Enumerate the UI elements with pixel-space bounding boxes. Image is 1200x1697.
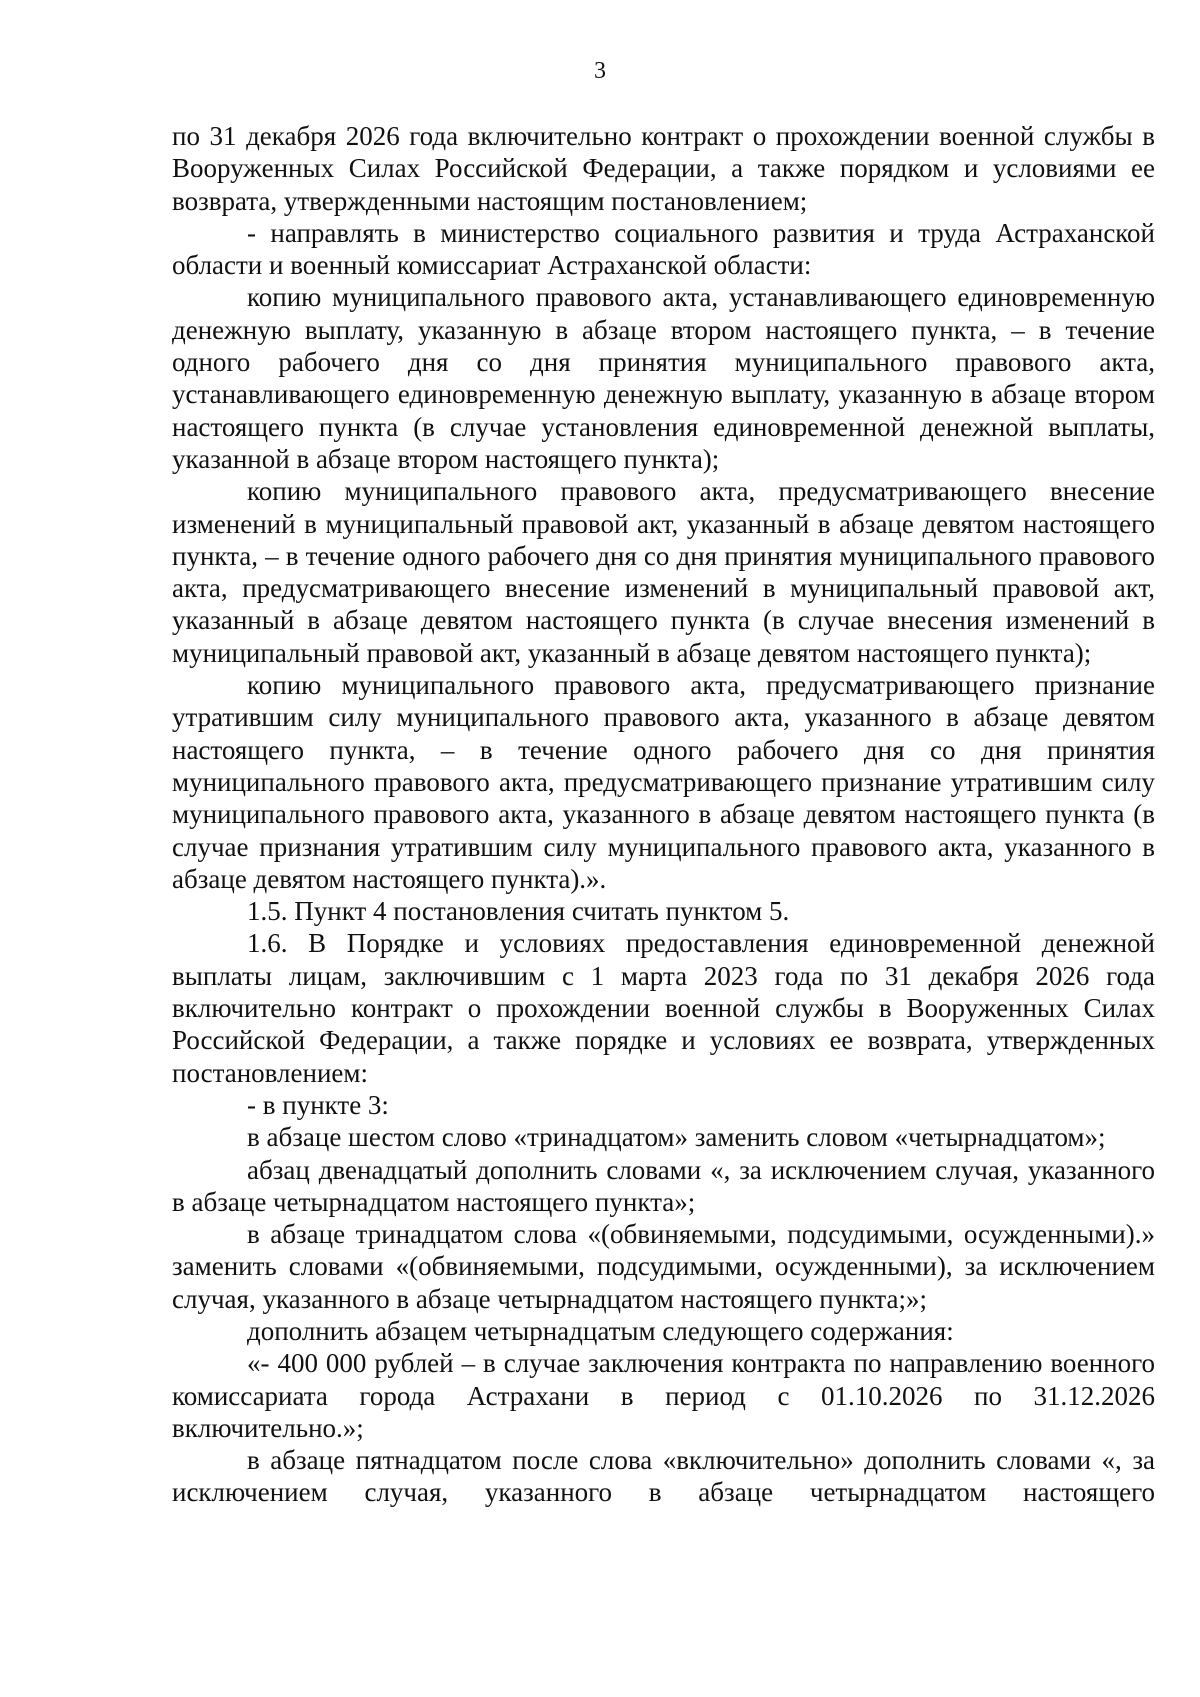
paragraph-item-1-5: 1.5. Пункт 4 постановления считать пунктом 5. — [247, 896, 790, 927]
page-number: 3 — [594, 58, 606, 84]
paragraph-sixth-abzac: в абзаце шестом слово «тринадцатом» заменить словом «четырнадцатом»; — [247, 1122, 1106, 1153]
paragraph-fifteenth-abzac: в абзаце пятнадцатом после слова «включительно» дополнить словами «, за исключением случая, указанного в абзаце четырнадцатом настоящего — [172, 1445, 1155, 1508]
paragraph-400000-rubles: «- 400 000 рублей – в случае заключения контракта по направлению военного комиссариата города Астрахани в период с 01.10.2026 по 31.12.2026 включительно.»; — [172, 1348, 1155, 1443]
document-body — [172, 120, 1155, 1509]
paragraph-continuation: по 31 декабря 2026 года включительно контракт о прохождении военной службы в Вооруженных Силах Российской Федерации, а также порядком и условиями ее возврата, утвержденными настоящим постановлением; — [172, 121, 1155, 216]
paragraph-item-1-6: 1.6. В Порядке и условиях предоставления единовременной денежной выплаты лицам, заключившим с 1 марта 2023 года по 31 декабря 2026 года включительно контракт о прохождении военной службы в Вооруженных Силах Российской Федерации, а также порядке и условиях ее возврата, утвержденных постановлением: — [172, 928, 1155, 1088]
paragraph-thirteenth-abzac: в абзаце тринадцатом слова «(обвиняемыми, подсудимыми, осужденными).» заменить словами «(обвиняемыми, подсудимыми, осужденными), за исключением случая, указанного в абзаце четырнадцатом настоящего пункта;»; — [172, 1219, 1155, 1314]
paragraph-twelfth-abzac: абзац двенадцатый дополнить словами «, за исключением случая, указанного в абзаце четырнадцатом настоящего пункта»; — [172, 1154, 1155, 1217]
paragraph-send-directive: - направлять в министерство социального развития и труда Астраханской области и военный комиссариат Астраханской области: — [172, 217, 1155, 281]
paragraph-copy-establishing-act: копию муниципального правового акта, устанавливающего единовременную денежную выплату, указанную в абзаце втором настоящего пункта, – в течение одного рабочего дня со дня принятия муниципального правового акта, устанавливающего единовременную денежную выплату, указанную в абзаце втором настоящего пункта (в случае установления единовременной денежной выплаты, указанной в абзаце втором настоящего пункта); — [172, 282, 1155, 474]
paragraph-copy-amending-act: копию муниципального правового акта, предусматривающего внесение изменений в муниципальный правовой акт, указанный в абзаце девятом настоящего пункта, – в течение одного рабочего дня со дня принятия муниципального правового акта, предусматривающего внесение изменений в муниципальный правовой акт, указанный в абзаце девятом настоящего пункта (в случае внесения изменений в муниципальный правовой акт, указанный в абзаце девятом настоящего пункта); — [172, 476, 1155, 668]
paragraph-in-point-3: - в пункте 3: — [247, 1089, 389, 1120]
paragraph-copy-repealing-act: копию муниципального правового акта, предусматривающего признание утратившим силу муниципального правового акта, указанного в абзаце девятом настоящего пункта, – в течение одного рабочего дня со дня принятия муниципального правового акта, предусматривающего признание утратившим силу муниципального правового акта, указанного в абзаце девятом настоящего пункта (в случае признания утратившим силу муниципального правового акта, указанного в абзаце девятом настоящего пункта).». — [172, 670, 1155, 894]
paragraph-add-fourteenth: дополнить абзацем четырнадцатым следующего содержания: — [247, 1315, 954, 1346]
